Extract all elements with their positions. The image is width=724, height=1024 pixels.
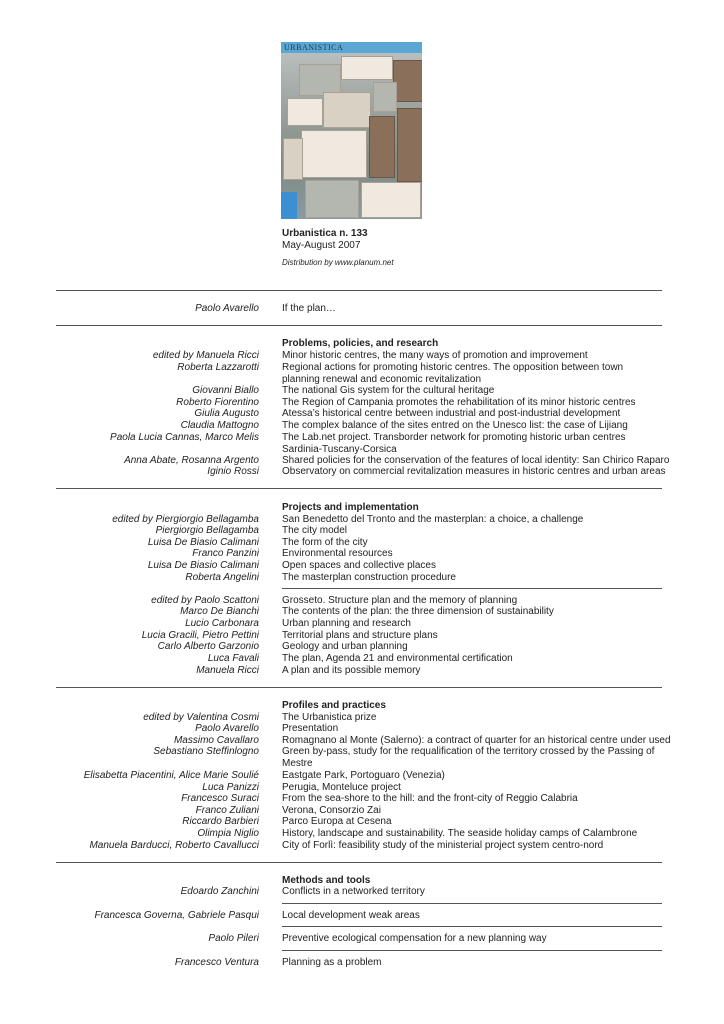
issue-title: Urbanistica n. 133 bbox=[282, 228, 368, 239]
entry-author: Francesco Ventura bbox=[174, 957, 259, 968]
entry-title: Local development weak areas bbox=[282, 910, 420, 921]
entry-title: Conflicts in a networked territory bbox=[282, 886, 425, 897]
entry-author: Roberto Fiorentino bbox=[176, 397, 259, 408]
entry-author: Manuela Barducci, Roberto Cavallucci bbox=[89, 840, 259, 851]
entry-title: The Region of Campania promotes the rehabilitation of its minor historic centres bbox=[282, 397, 636, 408]
entry-author: Edoardo Zanchini bbox=[180, 886, 259, 897]
sub-divider bbox=[282, 903, 662, 904]
entry-title: Preventive ecological compensation for a new planning way bbox=[282, 933, 547, 944]
entry-author: Giulia Augusto bbox=[194, 408, 259, 419]
divider bbox=[56, 687, 662, 688]
entry-title: The contents of the plan: the three dimension of sustainability bbox=[282, 606, 554, 617]
entry-author: Paola Lucia Cannas, Marco Melis bbox=[110, 432, 259, 443]
entry-author: Riccardo Barbieri bbox=[182, 816, 259, 827]
entry-title: Territorial plans and structure plans bbox=[282, 630, 438, 641]
entry-title: Atessa’s historical centre between industrial and post-industrial development bbox=[282, 408, 621, 419]
entry-author: Paolo Avarello bbox=[195, 723, 259, 734]
entry-title: The masterplan construction procedure bbox=[282, 572, 456, 583]
entry-title: The city model bbox=[282, 525, 348, 536]
entry-author: Iginio Rossi bbox=[207, 466, 259, 477]
sub-divider bbox=[282, 950, 662, 951]
entry-title: The Lab.net project. Transborder network for promoting historic urban centres Sardinia-Tuscany-Corsica bbox=[282, 432, 626, 455]
entry-title: Perugia, Monteluce project bbox=[282, 782, 401, 793]
section-heading: Problems, policies, and research bbox=[282, 338, 439, 349]
entry-title: Parco Europa at Cesena bbox=[282, 816, 392, 827]
entry-title: Geology and urban planning bbox=[282, 641, 408, 652]
section-heading: Projects and implementation bbox=[282, 502, 419, 513]
entry-author: edited by Manuela Ricci bbox=[152, 350, 259, 361]
entry-author: Luca Favali bbox=[207, 653, 259, 664]
entry-title: If the plan… bbox=[282, 303, 336, 314]
entry-author: Manuela Ricci bbox=[196, 665, 259, 676]
entry-author: Roberta Angelini bbox=[185, 572, 259, 583]
entry-title: The form of the city bbox=[282, 537, 368, 548]
entry-title: Observatory on commercial revitalization measures in historic centres and urban areas bbox=[282, 466, 666, 477]
entry-author: Paolo Avarello bbox=[195, 303, 259, 314]
entry-author: edited by Piergiorgio Bellagamba bbox=[112, 514, 259, 525]
entry-title: Grosseto. Structure plan and the memory of planning bbox=[282, 595, 518, 606]
entry-author: Roberta Lazzarotti bbox=[177, 362, 259, 373]
issue-distribution: Distribution by www.planum.net bbox=[282, 258, 394, 267]
entry-title: The plan, Agenda 21 and environmental certification bbox=[282, 653, 513, 664]
entry-author: Francesco Suraci bbox=[181, 793, 259, 804]
sub-divider bbox=[282, 588, 662, 589]
entry-title: Regional actions for promoting historic centres. The opposition between town planning renewal and economic revitalization bbox=[282, 362, 624, 385]
entry-title: Planning as a problem bbox=[282, 957, 382, 968]
entry-author: Carlo Alberto Garzonio bbox=[157, 641, 259, 652]
entry-title: Environmental resources bbox=[282, 548, 393, 559]
section-heading: Methods and tools bbox=[282, 875, 371, 886]
entry-author: Francesca Governa, Gabriele Pasqui bbox=[94, 910, 259, 921]
entry-title: The Urbanistica prize bbox=[282, 712, 377, 723]
cover-side-band bbox=[281, 192, 297, 219]
divider bbox=[56, 325, 662, 326]
entry-title: Minor historic centres, the many ways of promotion and improvement bbox=[282, 350, 588, 361]
entry-author: Piergiorgio Bellagamba bbox=[155, 525, 259, 536]
divider bbox=[56, 862, 662, 863]
divider bbox=[56, 488, 662, 489]
entry-title: Green by-pass, study for the requalification of the territory crossed by the Passing of Mestre bbox=[282, 746, 655, 769]
entry-author: Franco Panzini bbox=[192, 548, 259, 559]
entry-author: Massimo Cavallaro bbox=[173, 735, 259, 746]
entry-author: Lucio Carbonara bbox=[185, 618, 259, 629]
entry-author: Claudia Mattogno bbox=[180, 420, 259, 431]
entry-author: Elisabetta Piacentini, Alice Marie Soulié bbox=[83, 770, 259, 781]
entry-author: Anna Abate, Rosanna Argento bbox=[124, 455, 259, 466]
entry-author: edited by Valentina Cosmi bbox=[143, 712, 259, 723]
entry-title: A plan and its possible memory bbox=[282, 665, 421, 676]
entry-author: Franco Zuliani bbox=[195, 805, 259, 816]
entry-title: San Benedetto del Tronto and the masterplan: a choice, a challenge bbox=[282, 514, 584, 525]
cover-image bbox=[281, 42, 422, 219]
entry-title: Urban planning and research bbox=[282, 618, 411, 629]
divider bbox=[56, 290, 662, 291]
entry-title: Presentation bbox=[282, 723, 339, 734]
sub-divider bbox=[282, 926, 662, 927]
issue-date: May-August 2007 bbox=[282, 240, 361, 251]
entry-title: The national Gis system for the cultural heritage bbox=[282, 385, 495, 396]
entry-author: edited by Paolo Scattoni bbox=[151, 595, 259, 606]
entry-title: Verona, Consorzio Zai bbox=[282, 805, 381, 816]
cover-masthead: URBANISTICA bbox=[284, 43, 344, 52]
entry-author: Lucia Gracili, Pietro Pettini bbox=[141, 630, 259, 641]
entry-author: Olimpia Niglio bbox=[197, 828, 259, 839]
section-heading: Profiles and practices bbox=[282, 700, 386, 711]
entry-author: Giovanni Biallo bbox=[192, 385, 259, 396]
entry-title: Eastgate Park, Portoguaro (Venezia) bbox=[282, 770, 445, 781]
entry-author: Luisa De Biasio Calimani bbox=[147, 560, 259, 571]
entry-title: The complex balance of the sites entred on the Unesco list: the case of Lijiang bbox=[282, 420, 628, 431]
entry-title: History, landscape and sustainability. The seaside holiday camps of Calambrone bbox=[282, 828, 638, 839]
entry-author: Marco De Bianchi bbox=[180, 606, 259, 617]
entry-author: Luisa De Biasio Calimani bbox=[147, 537, 259, 548]
entry-title: Romagnano al Monte (Salerno): a contract of quarter for an historical centre under used bbox=[282, 735, 671, 746]
entry-title: From the sea-shore to the hill: and the front-city of Reggio Calabria bbox=[282, 793, 578, 804]
entry-title: City of Forlì: feasibility study of the ministerial project system centro-nord bbox=[282, 840, 604, 851]
entry-author: Paolo Pileri bbox=[208, 933, 259, 944]
entry-author: Luca Panizzi bbox=[202, 782, 259, 793]
entry-title: Shared policies for the conservation of the features of local identity: San Chirico Raparo bbox=[282, 455, 670, 466]
entry-author: Sebastiano Steffinlogno bbox=[153, 746, 259, 757]
entry-title: Open spaces and collective places bbox=[282, 560, 436, 571]
